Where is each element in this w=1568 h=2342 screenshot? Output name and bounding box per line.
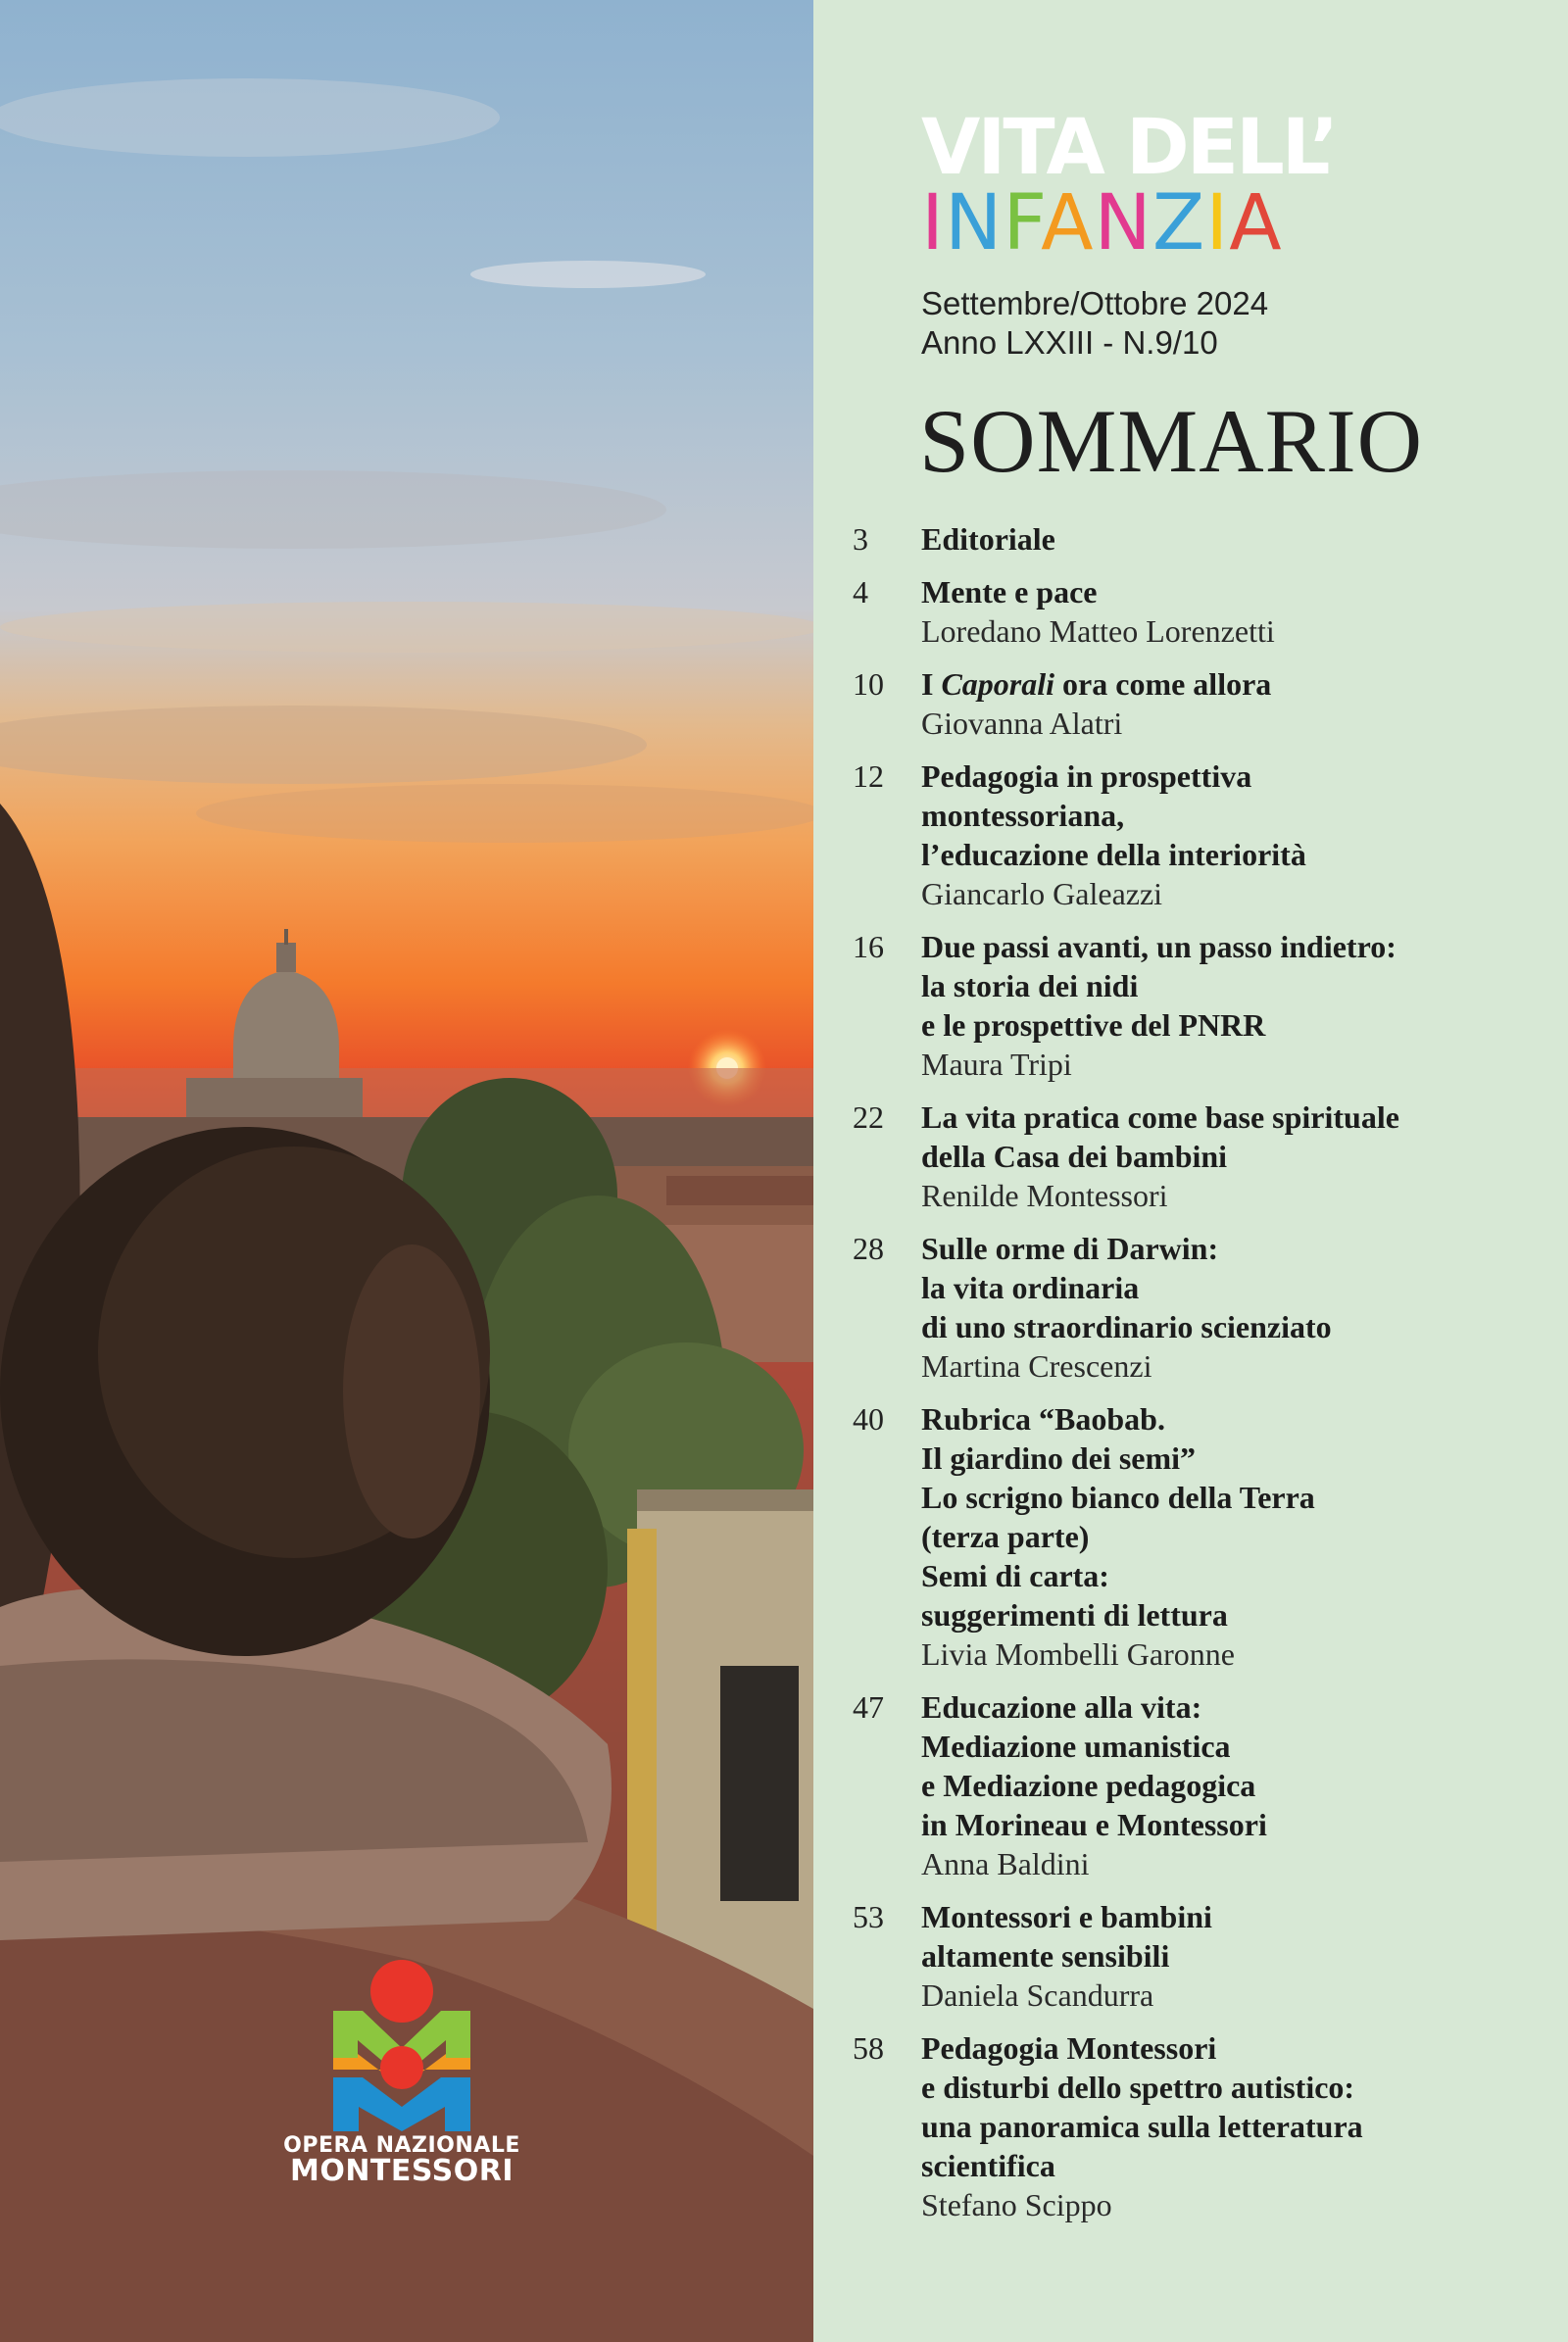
toc-article-title: Rubrica “Baobab. Il giardino dei semi” Lo scrigno bianco della Terra (terza parte) Semi di carta: suggerimenti di lettura [921,1401,1315,1633]
masthead-line-1: VITA DELL’ [921,104,1337,192]
toc-author: Martina Crescenzi [921,1348,1152,1384]
masthead-letter: N [945,179,1004,268]
toc-article-title: Pedagogia Montessori e disturbi dello spettro autistico: una panoramica sulla letteratura scientifica [921,2030,1363,2183]
issue-date: Settembre/Ottobre 2024 [921,285,1269,321]
toc-page-number: 40 [853,1401,884,1437]
toc-author: Anna Baldini [921,1846,1090,1881]
toc-article-title: I Caporali ora come allora [921,666,1272,702]
masthead-letter: F [1003,179,1042,268]
masthead-line-2 [921,179,1336,268]
toc-article-title: Sulle orme di Darwin: la vita ordinaria di uno straordinario scienziato [921,1231,1332,1344]
masthead-letter: Z [1152,179,1206,268]
masthead-letter: A [1229,179,1283,268]
toc-page-number: 3 [853,521,868,557]
montessori-emblem-icon [323,1960,480,2131]
masthead-letter: I [921,179,946,268]
toc-author: Maura Tripi [921,1047,1072,1082]
toc-page-number: 4 [853,574,868,610]
toc-page-number: 53 [853,1899,884,1934]
summary-heading: SOMMARIO [919,391,1424,491]
toc-entry [853,1098,1558,1215]
issue-number: Anno LXXIII - N.9/10 [921,324,1218,361]
magazine-masthead [921,104,1337,268]
toc-article-title: Mente e pace [921,574,1098,610]
toc-entry [853,1229,1558,1386]
summary-panel [813,0,1568,2342]
toc-page-number: 22 [853,1099,884,1135]
toc-entry [853,1897,1558,2015]
toc-author: Giovanna Alatri [921,706,1123,741]
toc-article-title: Educazione alla vita: Mediazione umanistica e Mediazione pedagogica in Morineau e Montessori [921,1689,1267,1842]
toc-title-italic: Caporali [941,666,1055,702]
logo-line-1: OPERA NAZIONALE [283,2133,520,2158]
toc-entry [853,664,1558,743]
masthead-letter: A [1041,179,1095,268]
toc-article-title: Pedagogia in prospettiva montessoriana, l’educazione della interiorità [921,758,1306,872]
toc-page-number: 16 [853,929,884,964]
toc-author: Daniela Scandurra [921,1977,1154,2013]
toc-entry [853,2028,1558,2224]
toc-entry [853,519,1558,559]
toc-article-title: Editoriale [921,521,1055,557]
table-of-contents [853,519,1558,2238]
masthead-letter: N [1094,179,1152,268]
logo-line-2: MONTESSORI [289,2154,514,2188]
toc-page-number: 12 [853,758,884,794]
toc-page-number: 28 [853,1231,884,1266]
toc-page-number: 10 [853,666,884,702]
toc-entry [853,927,1558,1084]
toc-entry [853,1399,1558,1674]
toc-article-title: Due passi avanti, un passo indietro: la storia dei nidi e le prospettive del PNRR [921,929,1396,1043]
toc-entry [853,572,1558,651]
toc-author: Livia Mombelli Garonne [921,1636,1235,1672]
toc-author: Giancarlo Galeazzi [921,876,1163,911]
issue-info [921,284,1268,363]
toc-author: Renilde Montessori [921,1178,1168,1213]
toc-author: Loredano Matteo Lorenzetti [921,613,1275,649]
toc-article-title: Montessori e bambini altamente sensibili [921,1899,1212,1974]
toc-entry [853,1687,1558,1883]
toc-article-title: La vita pratica come base spirituale della Casa dei bambini [921,1099,1399,1174]
toc-entry [853,756,1558,913]
toc-page-number: 58 [853,2030,884,2066]
masthead-letter: I [1205,179,1230,268]
toc-author: Stefano Scippo [921,2187,1112,2222]
toc-page-number: 47 [853,1689,884,1725]
opera-nazionale-montessori-logo [274,1960,529,2186]
